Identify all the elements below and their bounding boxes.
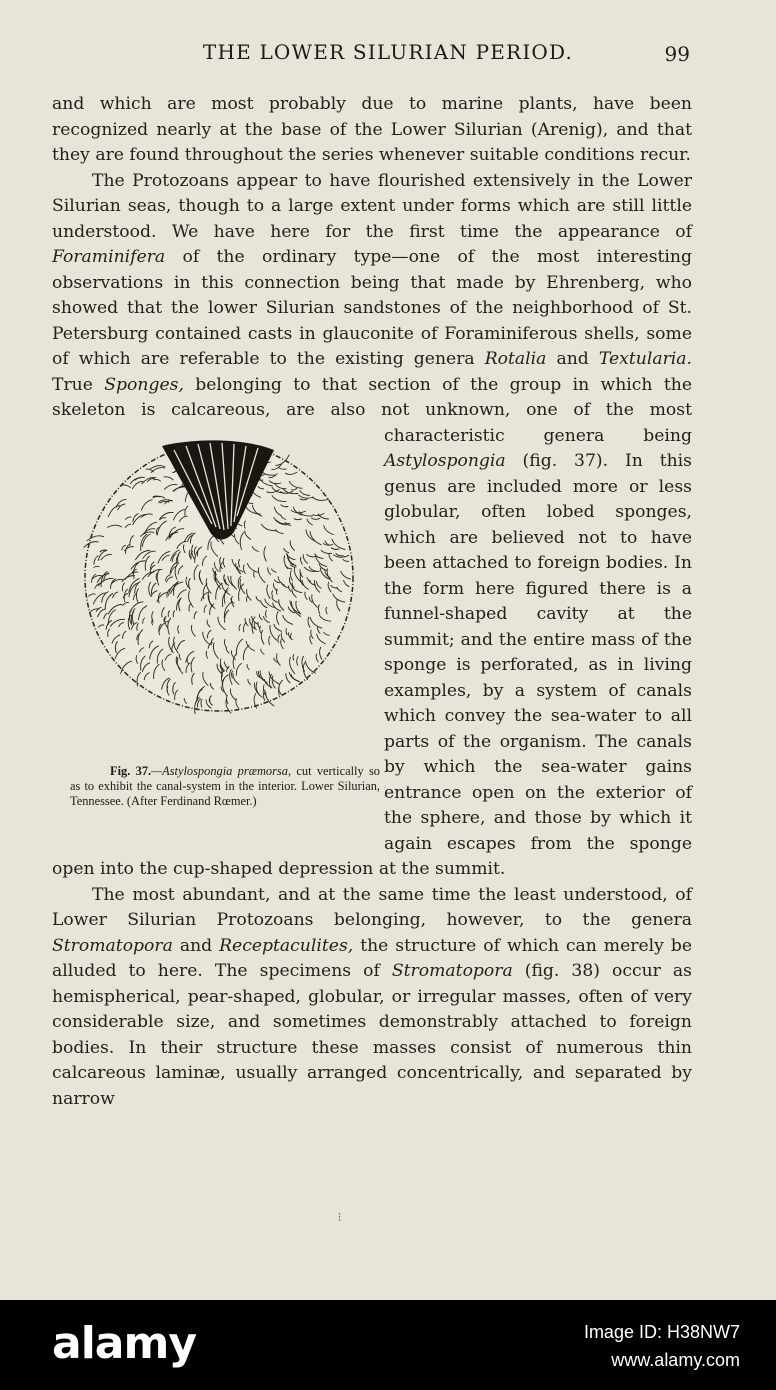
footer-ornament: ⁝ <box>337 1210 343 1224</box>
stock-url: www.alamy.com <box>611 1350 740 1370</box>
paragraph-2: The Protozoans appear to have flourished extensively in the Lower Silurian seas, though to a large extent under forms which are still little understood. We have here for the first time the appearance of Foraminifera of the ordinary type—one of the most interesting observations in this connection being that made by Ehrenberg, who showed that the lower Silurian sandstones of the neighborhood of St. Petersburg contained casts in glauconite of Foraminiferous shells, some of which are referable to the existing genera Rotalia and Textularia. True Sponges, belonging to that section of the group in which the skeleton is calcareous, are also not unknown, one of the most characteristic genera being Fig. 37.—Astylospongia præmorsa, cut vertically so as to exhibit the canal-system in the interior. Lower Silurian, Tennessee. (After Ferdinand Rœmer.) Astylospongia (fig. 37). In this genus are included more or less globular, often lobed sponges, which are believed not to have been attached to foreign bodies. In the form here figured there is a funnel-shaped cavity at the summit; and the entire mass of the sponge is perforated, as in living examples, by a system of canals which convey the sea-water to all parts of the organism. The canals by which the sea-water gains entrance open on the exterior of the sphere, and those by which it again escapes from the sponge open into the cup-shaped depression at the summit. <box>52 170 692 879</box>
sponge-illustration <box>74 432 364 722</box>
body-text <box>52 92 692 1112</box>
paragraph-1: and which are most probably due to marine plants, have been recognized nearly at the base of the Lower Silurian (Arenig), and that they are found throughout the series whenever suitable conditions recur. <box>52 94 692 165</box>
stock-banner <box>0 1300 776 1390</box>
alamy-logo: alamy <box>52 1318 196 1369</box>
paragraph-3: The most abundant, and at the same time the least understood, of Lower Silurian Protozoans belonging, however, to the genera Stromatopora and Receptaculites, the structure of which can merely be alluded to here. The specimens of Stromatopora (fig. 38) occur as hemispherical, pear-shaped, globular, or irregular masses, often of very considerable size, and sometimes demonstrably attached to foreign bodies. In their structure these masses consist of numerous thin calcareous laminæ, usually arranged concentrically, and separated by narrow <box>52 884 692 1109</box>
figure-caption: Fig. 37.—Astylospongia præmorsa, cut vertically so as to exhibit the canal-system in the interior. Lower Silurian, Tennessee. (After Ferdinand Rœmer.) <box>70 763 380 808</box>
image-id: Image ID: H38NW7 <box>583 1322 740 1342</box>
running-header: THE LOWER SILURIAN PERIOD. <box>202 40 574 64</box>
page-number: 99 <box>664 42 690 66</box>
figure-37 <box>52 424 378 842</box>
